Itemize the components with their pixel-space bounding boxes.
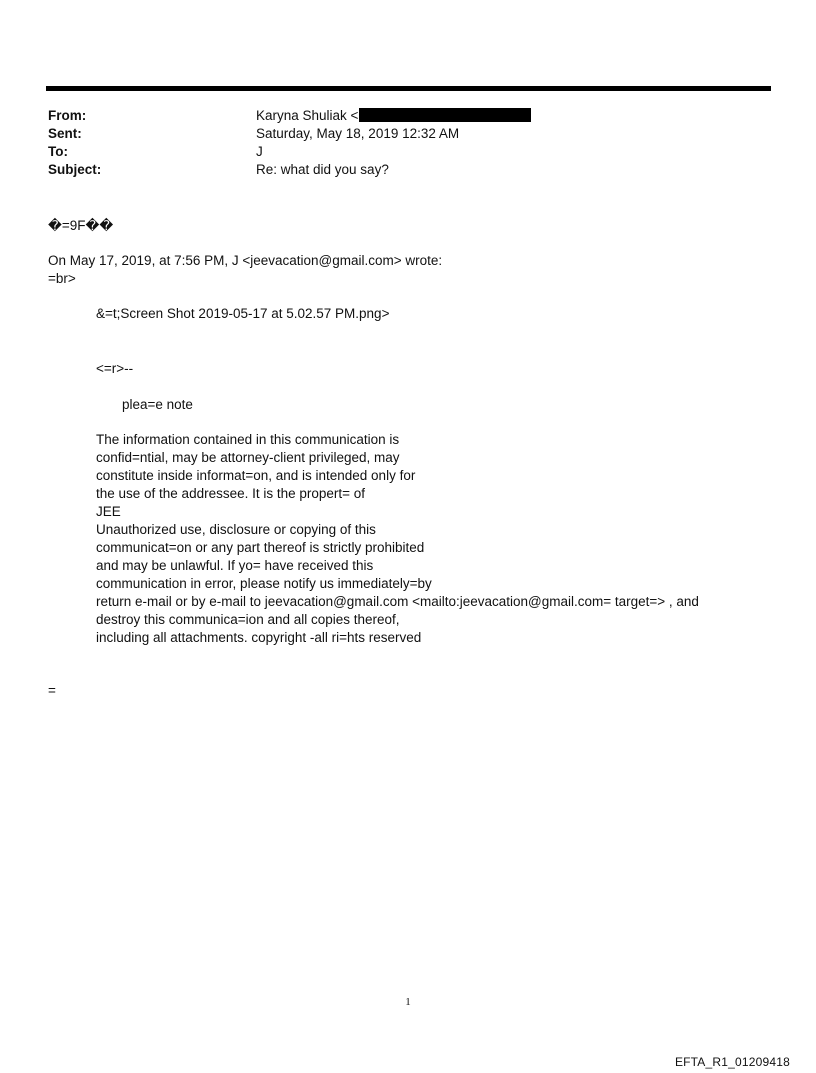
header-divider xyxy=(46,86,771,91)
redaction-block xyxy=(359,108,531,122)
disclaimer-line: Unauthorized use, disclosure or copying of this xyxy=(96,522,376,537)
document-id: EFTA_R1_01209418 xyxy=(674,1055,790,1069)
disclaimer-line: and may be unlawful. If yo= have received this xyxy=(96,558,374,573)
sent-value: Saturday, May 18, 2019 12:32 AM xyxy=(256,126,460,141)
page-number: 1 xyxy=(405,996,411,1008)
note-line: plea=e note xyxy=(122,397,193,412)
sent-label: Sent: xyxy=(48,126,82,141)
disclaimer-line: destroy this communica=ion and all copies thereof, xyxy=(96,612,400,627)
subject-value: Re: what did you say? xyxy=(256,162,389,177)
from-value xyxy=(256,107,531,125)
disclaimer-line: constitute inside informat=on, and is intended only for xyxy=(96,468,416,483)
to-value: J xyxy=(256,144,263,159)
disclaimer-line: confid=ntial, may be attorney-client privileged, may xyxy=(96,450,400,465)
disclaimer-line: the use of the addressee. It is the propert= of xyxy=(96,486,366,501)
disclaimer-paragraph xyxy=(96,431,699,647)
from-label: From: xyxy=(48,108,87,123)
attachment-line: &=t;Screen Shot 2019-05-17 at 5.02.57 PM.png> xyxy=(96,306,390,321)
from-sender: Karyna Shuliak < xyxy=(256,108,359,123)
disclaimer-line: JEE xyxy=(96,504,121,519)
subject-label: Subject: xyxy=(48,162,102,177)
disclaimer-line: The information contained in this communication is xyxy=(96,432,400,447)
disclaimer-line: return e-mail or by e-mail to jeevacation@gmail.com <mailto:jeevacation@gmail.com= target=> , and xyxy=(96,594,699,609)
separator-line: <=r>-- xyxy=(96,361,134,376)
disclaimer-line: communicat=on or any part thereof is strictly prohibited xyxy=(96,540,425,555)
disclaimer-line: communication in error, please notify us immediately=by xyxy=(96,576,432,591)
to-label: To: xyxy=(48,144,68,159)
br-line: =br> xyxy=(48,271,76,286)
trailing-mark: = xyxy=(48,683,56,698)
garbled-line: �=9F�� xyxy=(48,218,114,233)
quote-intro: On May 17, 2019, at 7:56 PM, J <jeevacation@gmail.com> wrote: xyxy=(48,253,443,268)
disclaimer-line: including all attachments. copyright -all ri=hts reserved xyxy=(96,630,422,645)
